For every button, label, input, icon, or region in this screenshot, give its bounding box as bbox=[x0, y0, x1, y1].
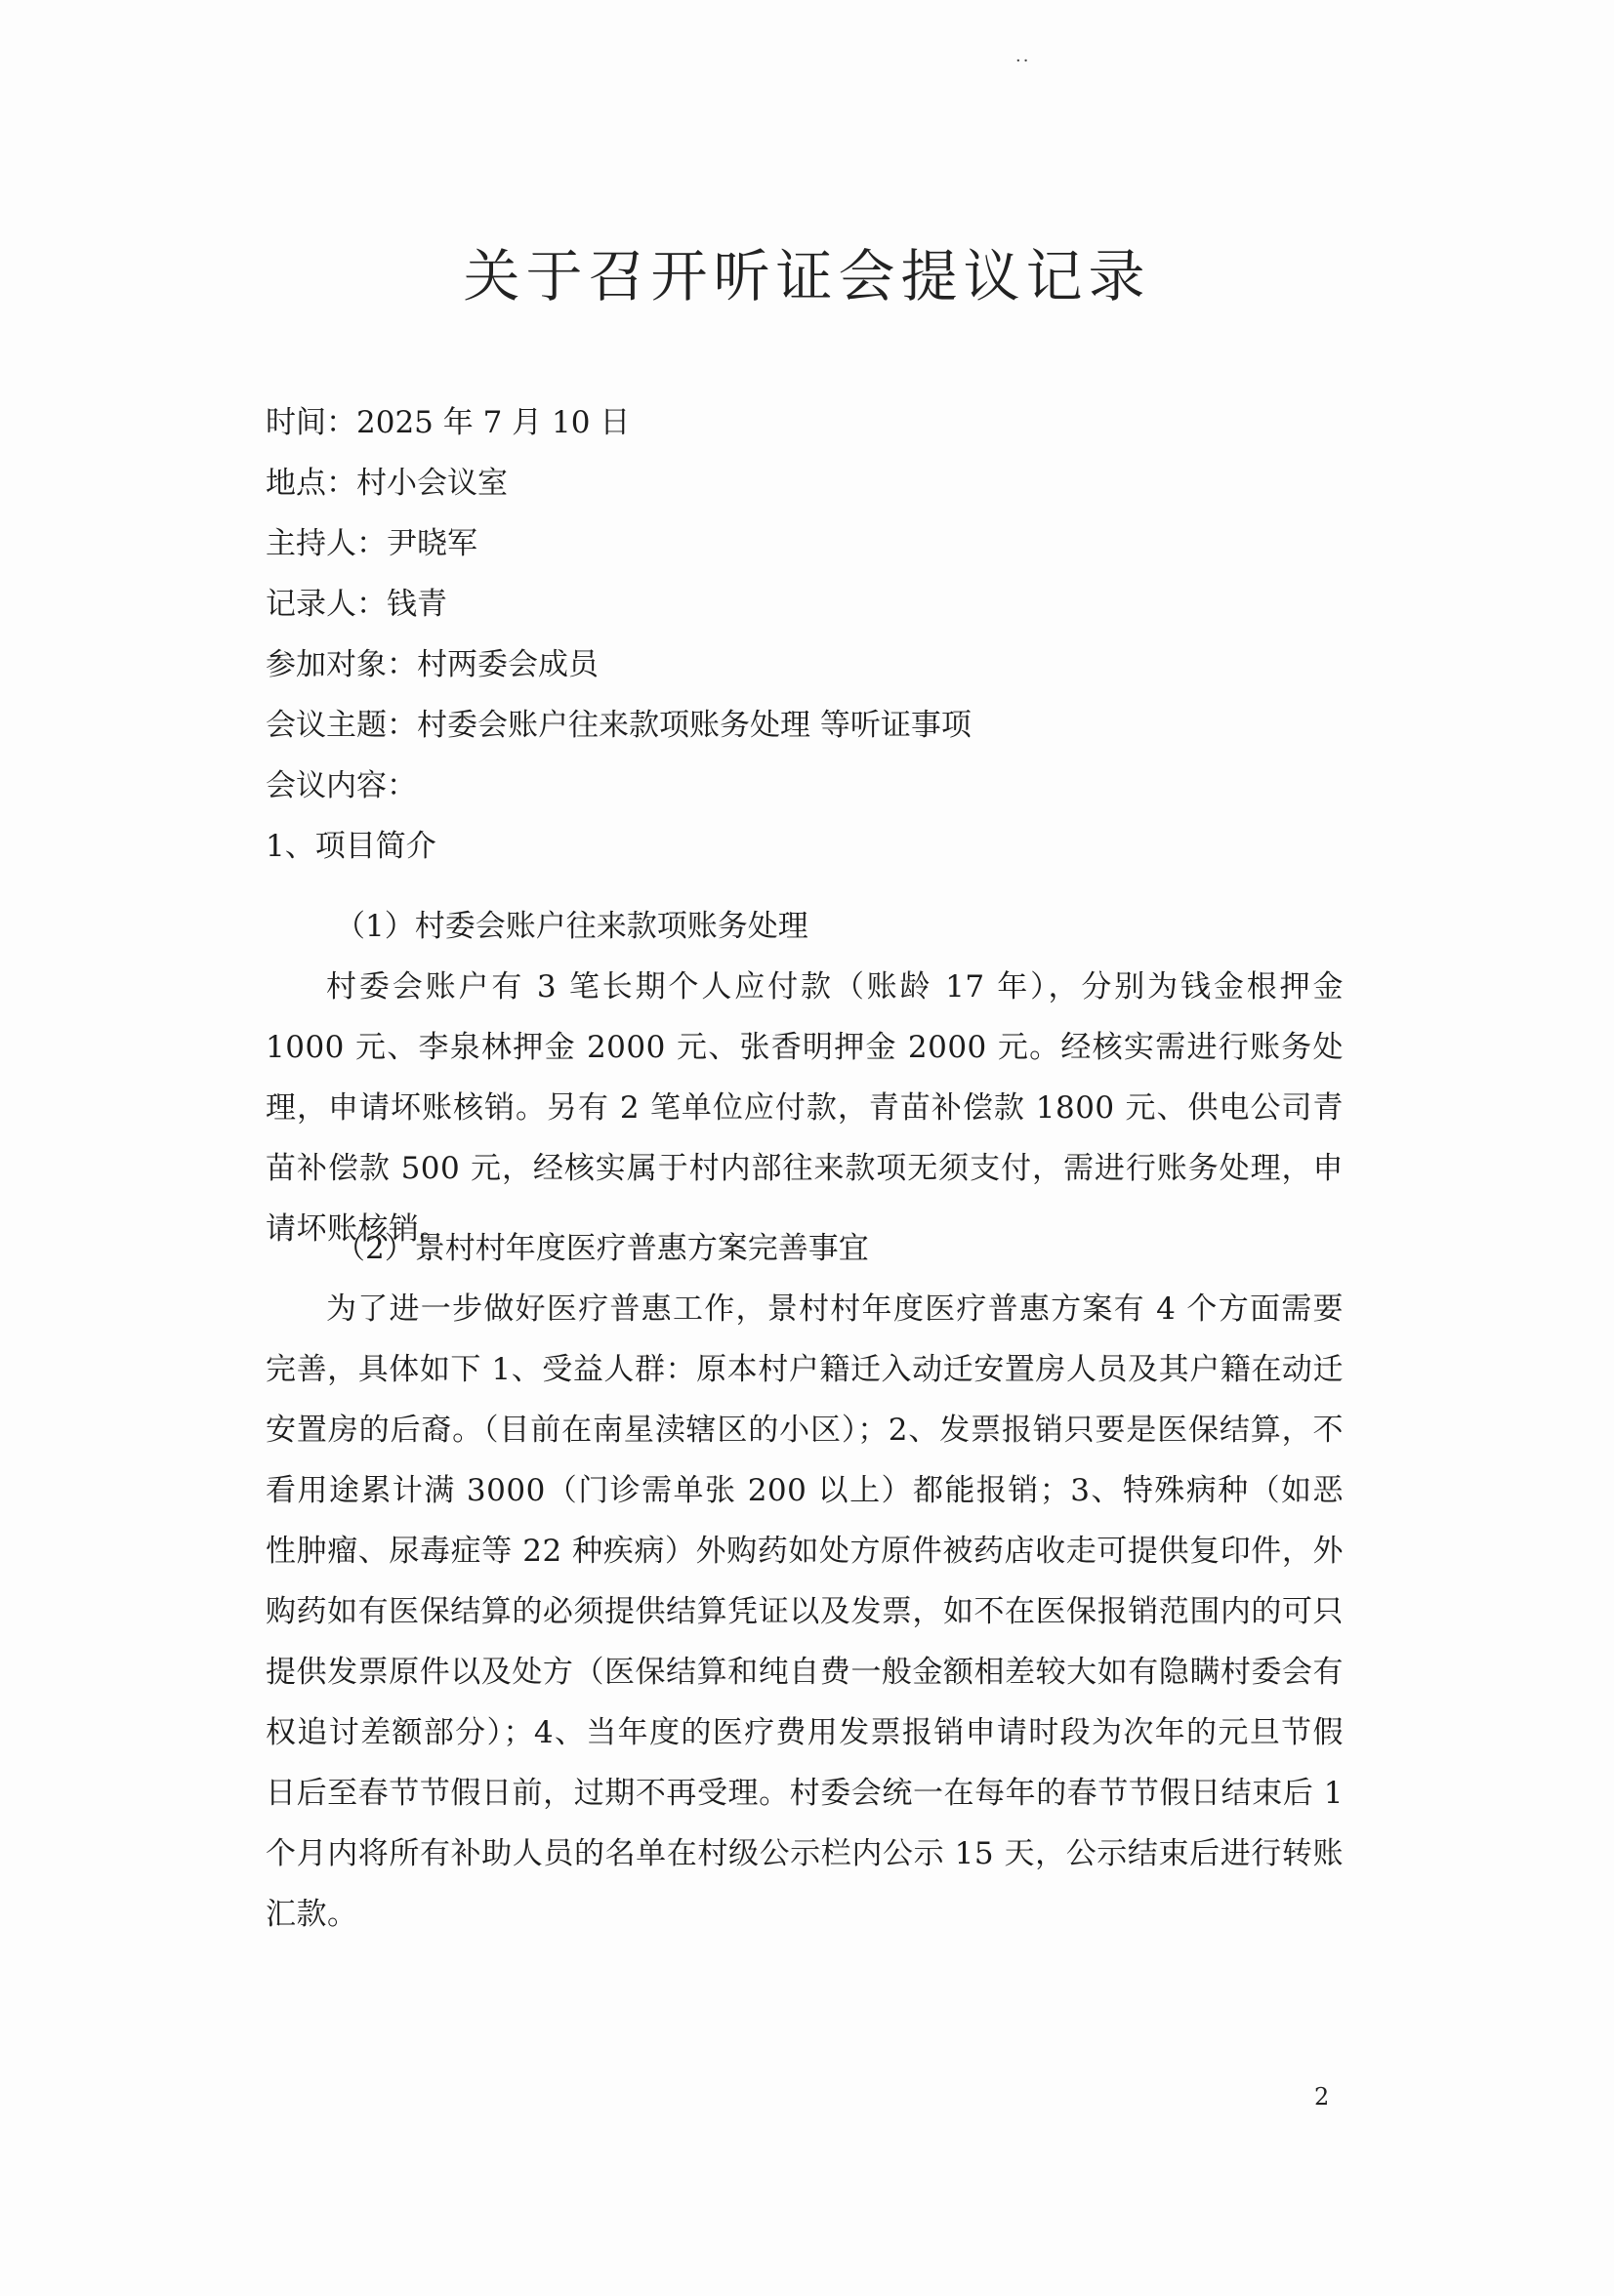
section-1-paragraph: 村委会账户有 3 笔长期个人应付款（账龄 17 年），分别为钱金根押金 1000 元、李泉林押金 2000 元、张香明押金 2000 元。经核实需进行账务处理，申请坏账核销。另有 2 笔单位应付款，青苗补偿款 1800 元、供电公司青苗补偿款 500 元，经核实属于村内部往来款项无须支付，需进行账务处理，申请坏账核销。 bbox=[266, 969, 1344, 1247]
meeting-metadata bbox=[266, 392, 1349, 877]
meeting-time: 时间：2025 年 7 月 10 日 bbox=[266, 405, 631, 440]
section-2-paragraph: 为了进一步做好医疗普惠工作，景村村年度医疗普惠方案有 4 个方面需要完善，具体如下 1、受益人群：原本村户籍迁入动迁安置房人员及其户籍在动迁安置房的后裔。（目前在南星渎辖区的小区）；2、发票报销只要是医保结算，不看用途累计满 3000（门诊需单张 200 以上）都能报销；3、特殊病种（如恶性肿瘤、尿毒症等 22 种疾病）外购药如处方原件被药店收走可提供复印件，外购药如有医保结算的必须提供结算凭证以及发票，如不在医保报销范围内的可只提供发票原件以及处方（医保结算和纯自费一般金额相差较大如有隐瞒村委会有权追讨差额部分）；4、当年度的医疗费用发票报销申请时段为次年的元旦节假日后至春节节假日前，过期不再受理。村委会统一在每年的春节节假日结束后 1 个月内将所有补助人员的名单在村级公示栏内公示 15 天，公示结束后进行转账汇款。 bbox=[266, 1292, 1344, 1932]
page-number: 2 bbox=[1314, 2083, 1330, 2111]
meeting-participants: 参加对象：村两委会成员 bbox=[266, 647, 599, 682]
section-2-heading: （2）景村村年度医疗普惠方案完善事宜 bbox=[335, 1231, 869, 1266]
section-1-heading: （1）村委会账户往来款项账务处理 bbox=[335, 909, 808, 944]
meeting-host: 主持人：尹晓军 bbox=[266, 526, 477, 561]
meeting-content-label: 会议内容： bbox=[266, 768, 417, 803]
scan-mark: ·· bbox=[1015, 51, 1031, 71]
meeting-location: 地点：村小会议室 bbox=[266, 466, 508, 501]
project-intro-heading: 1、项目简介 bbox=[266, 829, 436, 864]
document-title: 关于召开听证会提议记录 bbox=[463, 243, 1151, 309]
meeting-recorder: 记录人：钱青 bbox=[266, 587, 447, 622]
meeting-topic: 会议主题：村委会账户往来款项账务处理 等听证事项 bbox=[266, 708, 972, 743]
